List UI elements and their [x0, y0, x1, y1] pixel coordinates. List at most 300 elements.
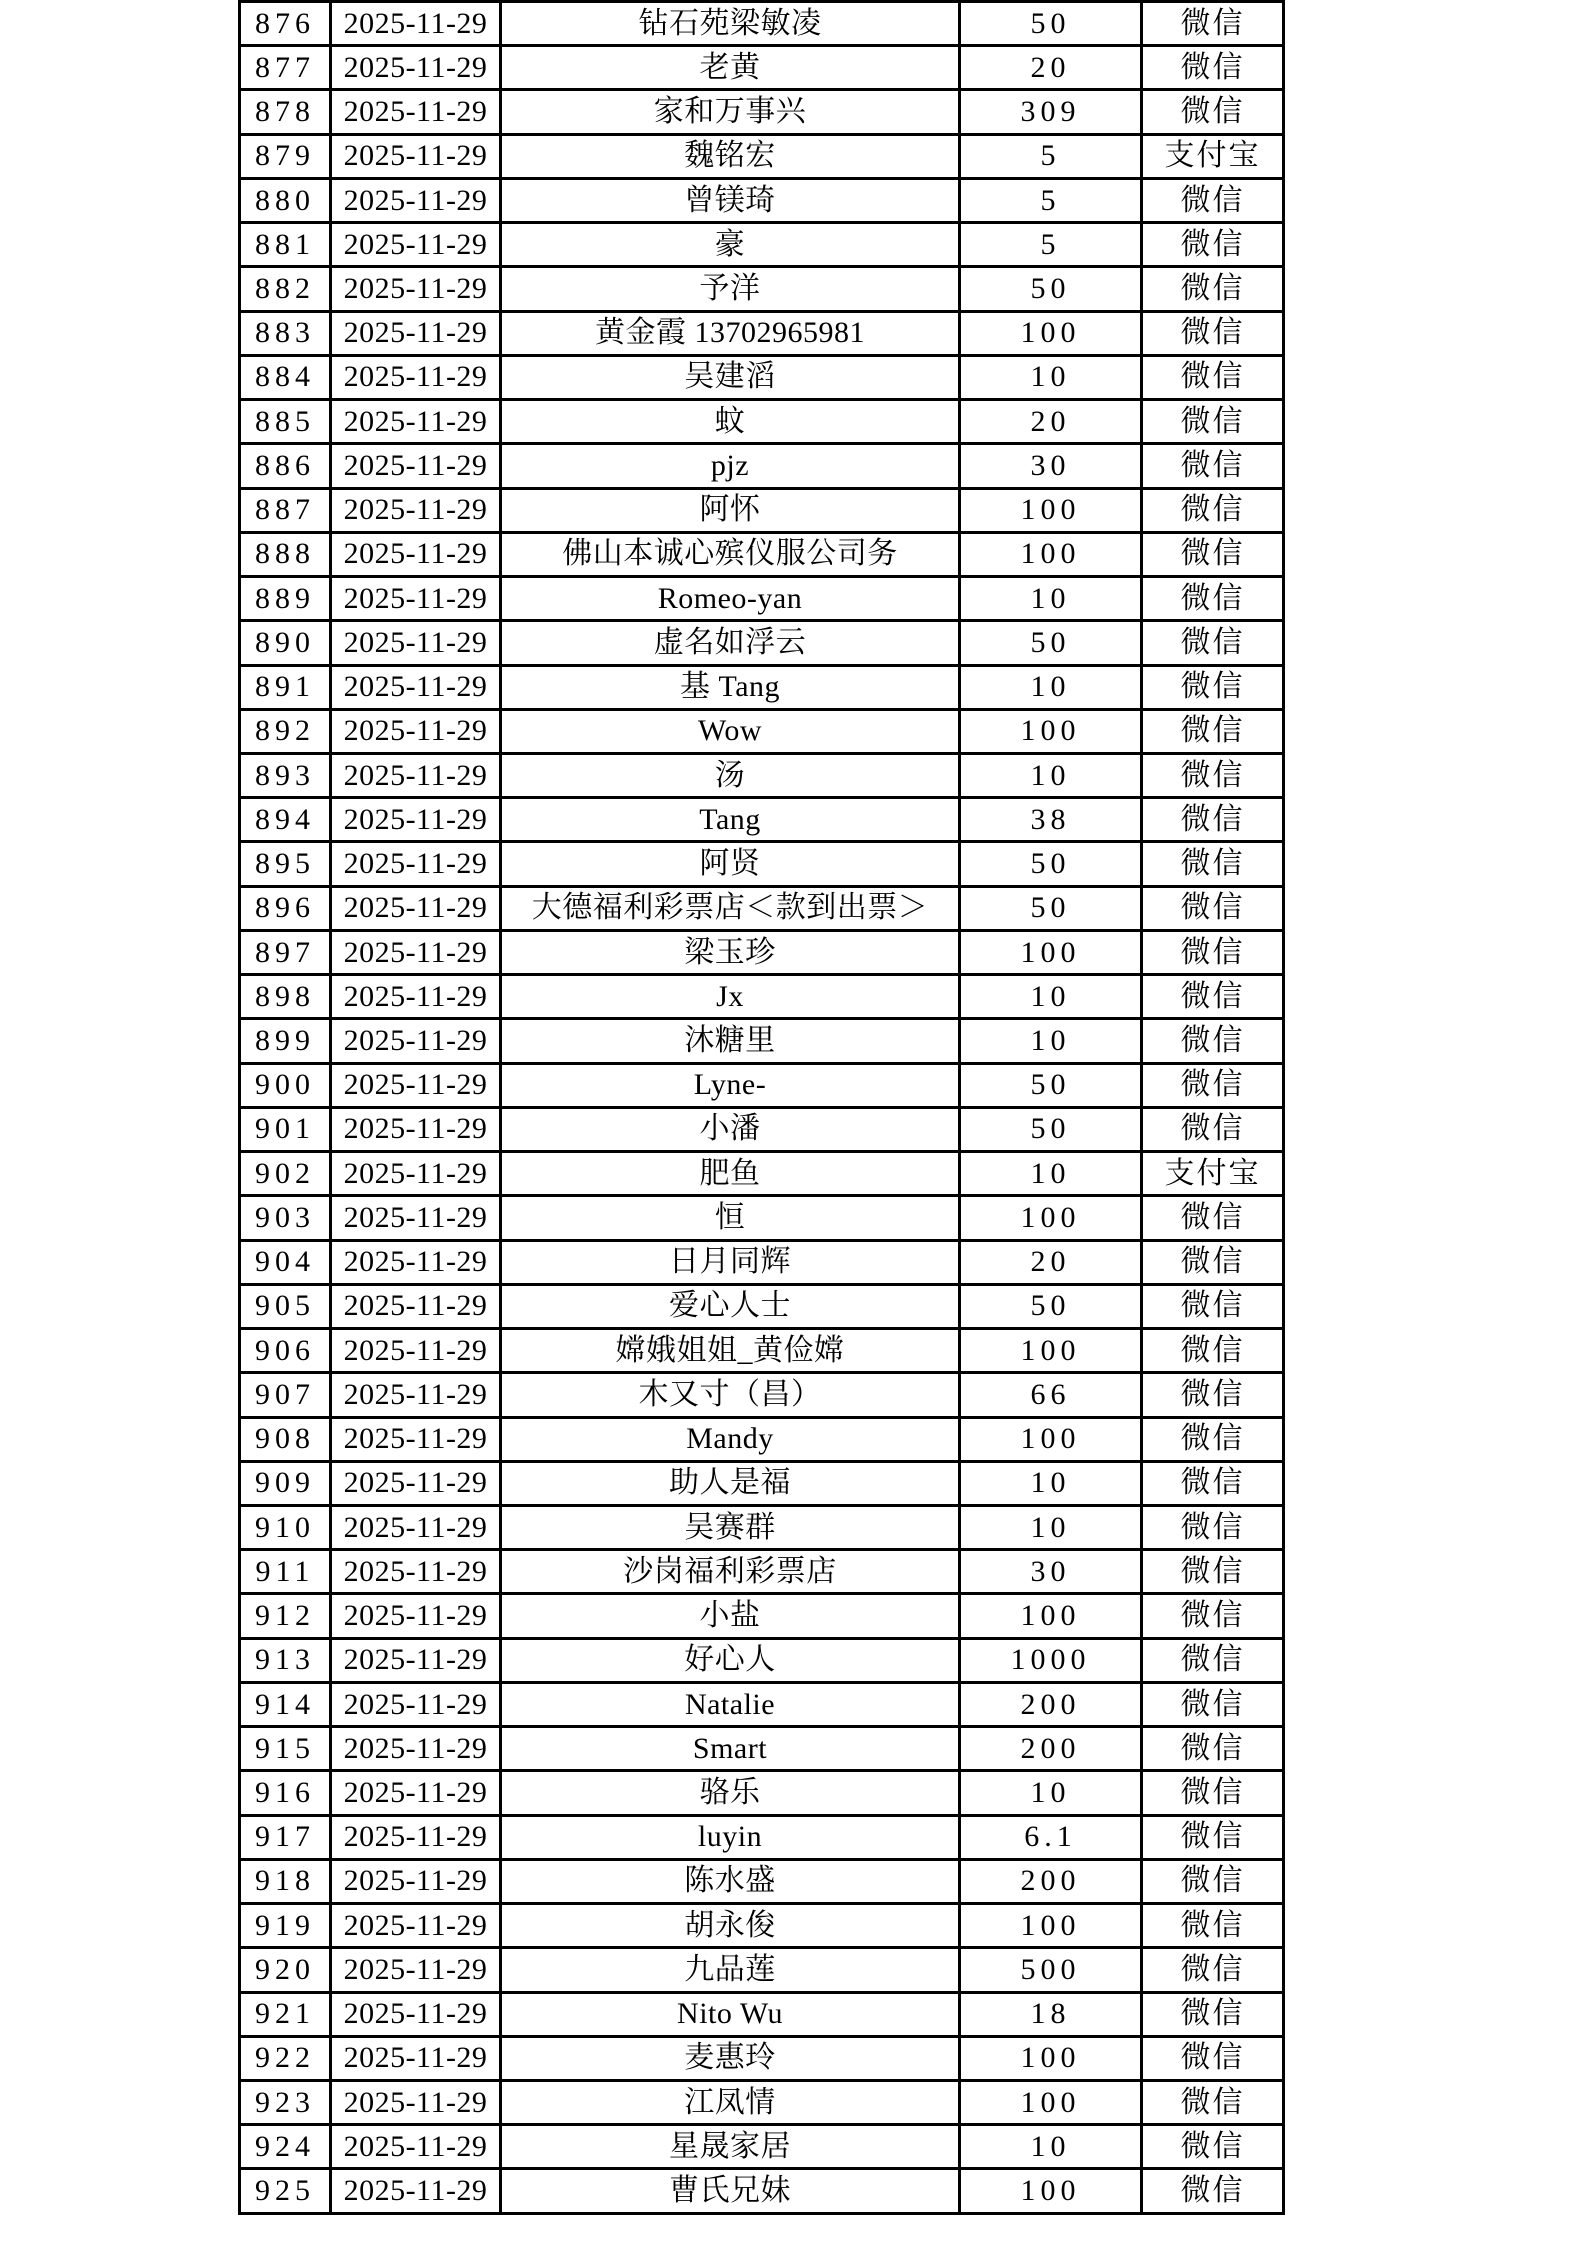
row-number-cell: 905 — [240, 1284, 331, 1328]
table-row — [240, 267, 1284, 311]
date-cell: 2025-11-29 — [331, 577, 501, 621]
table-row — [240, 1461, 1284, 1505]
row-number-cell: 922 — [240, 2036, 331, 2080]
table-row — [240, 488, 1284, 532]
date-cell: 2025-11-29 — [331, 621, 501, 665]
payment-method-cell: 微信 — [1142, 355, 1284, 399]
table-row — [240, 223, 1284, 267]
row-number-cell: 888 — [240, 532, 331, 576]
donor-name-cell: 九品莲 — [501, 1948, 960, 1992]
row-number-cell: 887 — [240, 488, 331, 532]
row-number-cell: 883 — [240, 311, 331, 355]
row-number-cell: 925 — [240, 2169, 331, 2214]
amount-cell: 500 — [960, 1948, 1142, 1992]
donor-name-cell: Natalie — [501, 1682, 960, 1726]
donor-name-cell: 星晟家居 — [501, 2125, 960, 2169]
payment-method-cell: 微信 — [1142, 444, 1284, 488]
donation-table-body — [240, 2, 1284, 2214]
donor-name-cell: 陈水盛 — [501, 1859, 960, 1903]
amount-cell: 50 — [960, 267, 1142, 311]
donor-name-cell: Romeo-yan — [501, 577, 960, 621]
amount-cell: 200 — [960, 1859, 1142, 1903]
table-row — [240, 1992, 1284, 2036]
date-cell: 2025-11-29 — [331, 1727, 501, 1771]
table-row — [240, 1594, 1284, 1638]
date-cell: 2025-11-29 — [331, 90, 501, 134]
payment-method-cell: 微信 — [1142, 1682, 1284, 1726]
payment-method-cell: 微信 — [1142, 532, 1284, 576]
donor-name-cell: 曾镁琦 — [501, 178, 960, 222]
donor-name-cell: 沐糖里 — [501, 1019, 960, 1063]
payment-method-cell: 微信 — [1142, 1240, 1284, 1284]
date-cell: 2025-11-29 — [331, 267, 501, 311]
donor-name-cell: 豪 — [501, 223, 960, 267]
amount-cell: 50 — [960, 886, 1142, 930]
payment-method-cell: 微信 — [1142, 1107, 1284, 1151]
donor-name-cell: Smart — [501, 1727, 960, 1771]
date-cell: 2025-11-29 — [331, 311, 501, 355]
row-number-cell: 914 — [240, 1682, 331, 1726]
date-cell: 2025-11-29 — [331, 1461, 501, 1505]
donor-name-cell: Lyne- — [501, 1063, 960, 1107]
table-row — [240, 444, 1284, 488]
date-cell: 2025-11-29 — [331, 1019, 501, 1063]
payment-method-cell: 微信 — [1142, 2169, 1284, 2214]
date-cell: 2025-11-29 — [331, 709, 501, 753]
donor-name-cell: 好心人 — [501, 1638, 960, 1682]
amount-cell: 100 — [960, 2169, 1142, 2214]
amount-cell: 200 — [960, 1727, 1142, 1771]
payment-method-cell: 支付宝 — [1142, 134, 1284, 178]
table-row — [240, 1107, 1284, 1151]
amount-cell: 18 — [960, 1992, 1142, 2036]
table-row — [240, 577, 1284, 621]
row-number-cell: 890 — [240, 621, 331, 665]
date-cell: 2025-11-29 — [331, 1329, 501, 1373]
amount-cell: 66 — [960, 1373, 1142, 1417]
row-number-cell: 882 — [240, 267, 331, 311]
table-row — [240, 1682, 1284, 1726]
payment-method-cell: 微信 — [1142, 1815, 1284, 1859]
amount-cell: 100 — [960, 2081, 1142, 2125]
payment-method-cell: 微信 — [1142, 2, 1284, 46]
table-row — [240, 1638, 1284, 1682]
amount-cell: 10 — [960, 577, 1142, 621]
amount-cell: 100 — [960, 488, 1142, 532]
table-row — [240, 753, 1284, 797]
payment-method-cell: 微信 — [1142, 1638, 1284, 1682]
row-number-cell: 880 — [240, 178, 331, 222]
table-row — [240, 709, 1284, 753]
amount-cell: 50 — [960, 1107, 1142, 1151]
donor-name-cell: 沙岗福利彩票店 — [501, 1550, 960, 1594]
date-cell: 2025-11-29 — [331, 1992, 501, 2036]
payment-method-cell: 微信 — [1142, 1417, 1284, 1461]
date-cell: 2025-11-29 — [331, 1196, 501, 1240]
date-cell: 2025-11-29 — [331, 400, 501, 444]
payment-method-cell: 微信 — [1142, 2125, 1284, 2169]
donor-name-cell: 老黄 — [501, 46, 960, 90]
payment-method-cell: 微信 — [1142, 1373, 1284, 1417]
donor-name-cell: 曹氏兄妹 — [501, 2169, 960, 2214]
table-row — [240, 975, 1284, 1019]
donor-name-cell: 蚊 — [501, 400, 960, 444]
row-number-cell: 889 — [240, 577, 331, 621]
donor-name-cell: 梁玉珍 — [501, 930, 960, 974]
donor-name-cell: 嫦娥姐姐_黄俭嫦 — [501, 1329, 960, 1373]
row-number-cell: 910 — [240, 1505, 331, 1549]
date-cell: 2025-11-29 — [331, 886, 501, 930]
date-cell: 2025-11-29 — [331, 178, 501, 222]
date-cell: 2025-11-29 — [331, 1771, 501, 1815]
table-row — [240, 842, 1284, 886]
donor-name-cell: 钻石苑梁敏凌 — [501, 2, 960, 46]
payment-method-cell: 微信 — [1142, 1594, 1284, 1638]
row-number-cell: 893 — [240, 753, 331, 797]
donor-name-cell: 阿怀 — [501, 488, 960, 532]
table-row — [240, 355, 1284, 399]
payment-method-cell: 微信 — [1142, 1904, 1284, 1948]
amount-cell: 100 — [960, 311, 1142, 355]
date-cell: 2025-11-29 — [331, 2169, 501, 2214]
table-row — [240, 2169, 1284, 2214]
row-number-cell: 892 — [240, 709, 331, 753]
row-number-cell: 911 — [240, 1550, 331, 1594]
row-number-cell: 894 — [240, 798, 331, 842]
payment-method-cell: 微信 — [1142, 1461, 1284, 1505]
donor-name-cell: pjz — [501, 444, 960, 488]
table-row — [240, 1771, 1284, 1815]
amount-cell: 100 — [960, 1417, 1142, 1461]
amount-cell: 10 — [960, 665, 1142, 709]
date-cell: 2025-11-29 — [331, 488, 501, 532]
table-row — [240, 1727, 1284, 1771]
payment-method-cell: 微信 — [1142, 400, 1284, 444]
payment-method-cell: 微信 — [1142, 46, 1284, 90]
row-number-cell: 895 — [240, 842, 331, 886]
payment-method-cell: 微信 — [1142, 1284, 1284, 1328]
row-number-cell: 924 — [240, 2125, 331, 2169]
donor-name-cell: 阿贤 — [501, 842, 960, 886]
payment-method-cell: 微信 — [1142, 798, 1284, 842]
date-cell: 2025-11-29 — [331, 1594, 501, 1638]
date-cell: 2025-11-29 — [331, 1948, 501, 1992]
donor-name-cell: luyin — [501, 1815, 960, 1859]
row-number-cell: 879 — [240, 134, 331, 178]
amount-cell: 50 — [960, 1284, 1142, 1328]
table-row — [240, 798, 1284, 842]
date-cell: 2025-11-29 — [331, 2081, 501, 2125]
date-cell: 2025-11-29 — [331, 1373, 501, 1417]
row-number-cell: 921 — [240, 1992, 331, 2036]
amount-cell: 10 — [960, 975, 1142, 1019]
table-row — [240, 1373, 1284, 1417]
amount-cell: 50 — [960, 621, 1142, 665]
row-number-cell: 877 — [240, 46, 331, 90]
row-number-cell: 903 — [240, 1196, 331, 1240]
date-cell: 2025-11-29 — [331, 842, 501, 886]
amount-cell: 100 — [960, 532, 1142, 576]
donor-name-cell: 家和万事兴 — [501, 90, 960, 134]
date-cell: 2025-11-29 — [331, 930, 501, 974]
donor-name-cell: 黄金霞 13702965981 — [501, 311, 960, 355]
donor-name-cell: 江凤情 — [501, 2081, 960, 2125]
date-cell: 2025-11-29 — [331, 134, 501, 178]
donor-name-cell: Mandy — [501, 1417, 960, 1461]
table-row — [240, 1948, 1284, 1992]
table-row — [240, 1152, 1284, 1196]
amount-cell: 10 — [960, 1505, 1142, 1549]
row-number-cell: 912 — [240, 1594, 331, 1638]
payment-method-cell: 微信 — [1142, 178, 1284, 222]
donor-name-cell: 肥鱼 — [501, 1152, 960, 1196]
row-number-cell: 918 — [240, 1859, 331, 1903]
payment-method-cell: 微信 — [1142, 2081, 1284, 2125]
donor-name-cell: 吴建滔 — [501, 355, 960, 399]
amount-cell: 100 — [960, 709, 1142, 753]
payment-method-cell: 微信 — [1142, 753, 1284, 797]
table-row — [240, 1329, 1284, 1373]
date-cell: 2025-11-29 — [331, 2125, 501, 2169]
donor-name-cell: 基 Tang — [501, 665, 960, 709]
payment-method-cell: 微信 — [1142, 488, 1284, 532]
date-cell: 2025-11-29 — [331, 1284, 501, 1328]
date-cell: 2025-11-29 — [331, 975, 501, 1019]
date-cell: 2025-11-29 — [331, 1240, 501, 1284]
table-row — [240, 1417, 1284, 1461]
date-cell: 2025-11-29 — [331, 444, 501, 488]
amount-cell: 38 — [960, 798, 1142, 842]
amount-cell: 200 — [960, 1682, 1142, 1726]
donor-name-cell: 骆乐 — [501, 1771, 960, 1815]
table-row — [240, 134, 1284, 178]
amount-cell: 10 — [960, 2125, 1142, 2169]
payment-method-cell: 微信 — [1142, 975, 1284, 1019]
date-cell: 2025-11-29 — [331, 665, 501, 709]
payment-method-cell: 微信 — [1142, 267, 1284, 311]
table-row — [240, 1240, 1284, 1284]
table-row — [240, 1505, 1284, 1549]
table-row — [240, 2, 1284, 46]
table-row — [240, 886, 1284, 930]
date-cell: 2025-11-29 — [331, 2, 501, 46]
table-row — [240, 311, 1284, 355]
table-row — [240, 665, 1284, 709]
amount-cell: 10 — [960, 1461, 1142, 1505]
row-number-cell: 901 — [240, 1107, 331, 1151]
payment-method-cell: 微信 — [1142, 1771, 1284, 1815]
donor-name-cell: Tang — [501, 798, 960, 842]
row-number-cell: 900 — [240, 1063, 331, 1107]
row-number-cell: 915 — [240, 1727, 331, 1771]
row-number-cell: 899 — [240, 1019, 331, 1063]
date-cell: 2025-11-29 — [331, 532, 501, 576]
donor-name-cell: 大德福利彩票店＜款到出票＞ — [501, 886, 960, 930]
amount-cell: 100 — [960, 930, 1142, 974]
payment-method-cell: 微信 — [1142, 2036, 1284, 2080]
row-number-cell: 913 — [240, 1638, 331, 1682]
payment-method-cell: 微信 — [1142, 621, 1284, 665]
amount-cell: 50 — [960, 2, 1142, 46]
payment-method-cell: 微信 — [1142, 1948, 1284, 1992]
date-cell: 2025-11-29 — [331, 1107, 501, 1151]
amount-cell: 20 — [960, 46, 1142, 90]
donation-record-table — [238, 0, 1285, 2215]
payment-method-cell: 微信 — [1142, 90, 1284, 134]
amount-cell: 10 — [960, 1019, 1142, 1063]
date-cell: 2025-11-29 — [331, 2036, 501, 2080]
row-number-cell: 916 — [240, 1771, 331, 1815]
row-number-cell: 906 — [240, 1329, 331, 1373]
row-number-cell: 891 — [240, 665, 331, 709]
amount-cell: 30 — [960, 444, 1142, 488]
payment-method-cell: 微信 — [1142, 709, 1284, 753]
row-number-cell: 881 — [240, 223, 331, 267]
table-row — [240, 1284, 1284, 1328]
date-cell: 2025-11-29 — [331, 1682, 501, 1726]
table-row — [240, 400, 1284, 444]
date-cell: 2025-11-29 — [331, 1505, 501, 1549]
row-number-cell: 904 — [240, 1240, 331, 1284]
row-number-cell: 897 — [240, 930, 331, 974]
donor-name-cell: 小盐 — [501, 1594, 960, 1638]
amount-cell: 1000 — [960, 1638, 1142, 1682]
date-cell: 2025-11-29 — [331, 355, 501, 399]
payment-method-cell: 微信 — [1142, 1992, 1284, 2036]
row-number-cell: 908 — [240, 1417, 331, 1461]
payment-method-cell: 微信 — [1142, 1727, 1284, 1771]
table-row — [240, 90, 1284, 134]
donor-name-cell: 助人是福 — [501, 1461, 960, 1505]
table-row — [240, 178, 1284, 222]
donor-name-cell: 小潘 — [501, 1107, 960, 1151]
payment-method-cell: 微信 — [1142, 1505, 1284, 1549]
table-row — [240, 1859, 1284, 1903]
payment-method-cell: 微信 — [1142, 1329, 1284, 1373]
amount-cell: 20 — [960, 400, 1142, 444]
payment-method-cell: 微信 — [1142, 1550, 1284, 1594]
donor-name-cell: 日月同辉 — [501, 1240, 960, 1284]
payment-method-cell: 微信 — [1142, 842, 1284, 886]
amount-cell: 20 — [960, 1240, 1142, 1284]
table-row — [240, 1019, 1284, 1063]
row-number-cell: 919 — [240, 1904, 331, 1948]
table-row — [240, 2036, 1284, 2080]
donor-name-cell: Nito Wu — [501, 1992, 960, 2036]
amount-cell: 50 — [960, 1063, 1142, 1107]
amount-cell: 100 — [960, 1196, 1142, 1240]
donor-name-cell: 恒 — [501, 1196, 960, 1240]
payment-method-cell: 微信 — [1142, 311, 1284, 355]
row-number-cell: 917 — [240, 1815, 331, 1859]
donor-name-cell: 木又寸（昌） — [501, 1373, 960, 1417]
amount-cell: 100 — [960, 2036, 1142, 2080]
row-number-cell: 885 — [240, 400, 331, 444]
amount-cell: 100 — [960, 1329, 1142, 1373]
amount-cell: 100 — [960, 1904, 1142, 1948]
row-number-cell: 896 — [240, 886, 331, 930]
date-cell: 2025-11-29 — [331, 1815, 501, 1859]
row-number-cell: 907 — [240, 1373, 331, 1417]
donor-name-cell: 予洋 — [501, 267, 960, 311]
amount-cell: 50 — [960, 842, 1142, 886]
date-cell: 2025-11-29 — [331, 798, 501, 842]
date-cell: 2025-11-29 — [331, 1152, 501, 1196]
donor-name-cell: 吴赛群 — [501, 1505, 960, 1549]
payment-method-cell: 微信 — [1142, 223, 1284, 267]
date-cell: 2025-11-29 — [331, 1859, 501, 1903]
donor-name-cell: 虚名如浮云 — [501, 621, 960, 665]
amount-cell: 10 — [960, 753, 1142, 797]
row-number-cell: 876 — [240, 2, 331, 46]
donor-name-cell: 佛山本诚心殡仪服公司务 — [501, 532, 960, 576]
donor-name-cell: 魏铭宏 — [501, 134, 960, 178]
row-number-cell: 878 — [240, 90, 331, 134]
amount-cell: 5 — [960, 134, 1142, 178]
donor-name-cell: 爱心人士 — [501, 1284, 960, 1328]
table-row — [240, 532, 1284, 576]
table-row — [240, 1815, 1284, 1859]
date-cell: 2025-11-29 — [331, 1550, 501, 1594]
payment-method-cell: 微信 — [1142, 886, 1284, 930]
amount-cell: 10 — [960, 355, 1142, 399]
amount-cell: 10 — [960, 1771, 1142, 1815]
table-row — [240, 46, 1284, 90]
donor-name-cell: Jx — [501, 975, 960, 1019]
amount-cell: 10 — [960, 1152, 1142, 1196]
table-row — [240, 930, 1284, 974]
payment-method-cell: 微信 — [1142, 1196, 1284, 1240]
payment-method-cell: 微信 — [1142, 1859, 1284, 1903]
payment-method-cell: 微信 — [1142, 1063, 1284, 1107]
payment-method-cell: 微信 — [1142, 1019, 1284, 1063]
date-cell: 2025-11-29 — [331, 1063, 501, 1107]
payment-method-cell: 微信 — [1142, 577, 1284, 621]
amount-cell: 6.1 — [960, 1815, 1142, 1859]
table-row — [240, 2081, 1284, 2125]
table-row — [240, 621, 1284, 665]
date-cell: 2025-11-29 — [331, 753, 501, 797]
amount-cell: 100 — [960, 1594, 1142, 1638]
row-number-cell: 898 — [240, 975, 331, 1019]
donor-name-cell: 汤 — [501, 753, 960, 797]
table-row — [240, 2125, 1284, 2169]
table-row — [240, 1196, 1284, 1240]
date-cell: 2025-11-29 — [331, 223, 501, 267]
donor-name-cell: 麦惠玲 — [501, 2036, 960, 2080]
table-row — [240, 1904, 1284, 1948]
date-cell: 2025-11-29 — [331, 1638, 501, 1682]
row-number-cell: 923 — [240, 2081, 331, 2125]
amount-cell: 5 — [960, 223, 1142, 267]
amount-cell: 30 — [960, 1550, 1142, 1594]
payment-method-cell: 微信 — [1142, 930, 1284, 974]
date-cell: 2025-11-29 — [331, 1417, 501, 1461]
donor-name-cell: 胡永俊 — [501, 1904, 960, 1948]
row-number-cell: 902 — [240, 1152, 331, 1196]
payment-method-cell: 微信 — [1142, 665, 1284, 709]
row-number-cell: 884 — [240, 355, 331, 399]
amount-cell: 309 — [960, 90, 1142, 134]
row-number-cell: 909 — [240, 1461, 331, 1505]
table-row — [240, 1550, 1284, 1594]
row-number-cell: 886 — [240, 444, 331, 488]
donor-name-cell: Wow — [501, 709, 960, 753]
date-cell: 2025-11-29 — [331, 46, 501, 90]
amount-cell: 5 — [960, 178, 1142, 222]
row-number-cell: 920 — [240, 1948, 331, 1992]
date-cell: 2025-11-29 — [331, 1904, 501, 1948]
